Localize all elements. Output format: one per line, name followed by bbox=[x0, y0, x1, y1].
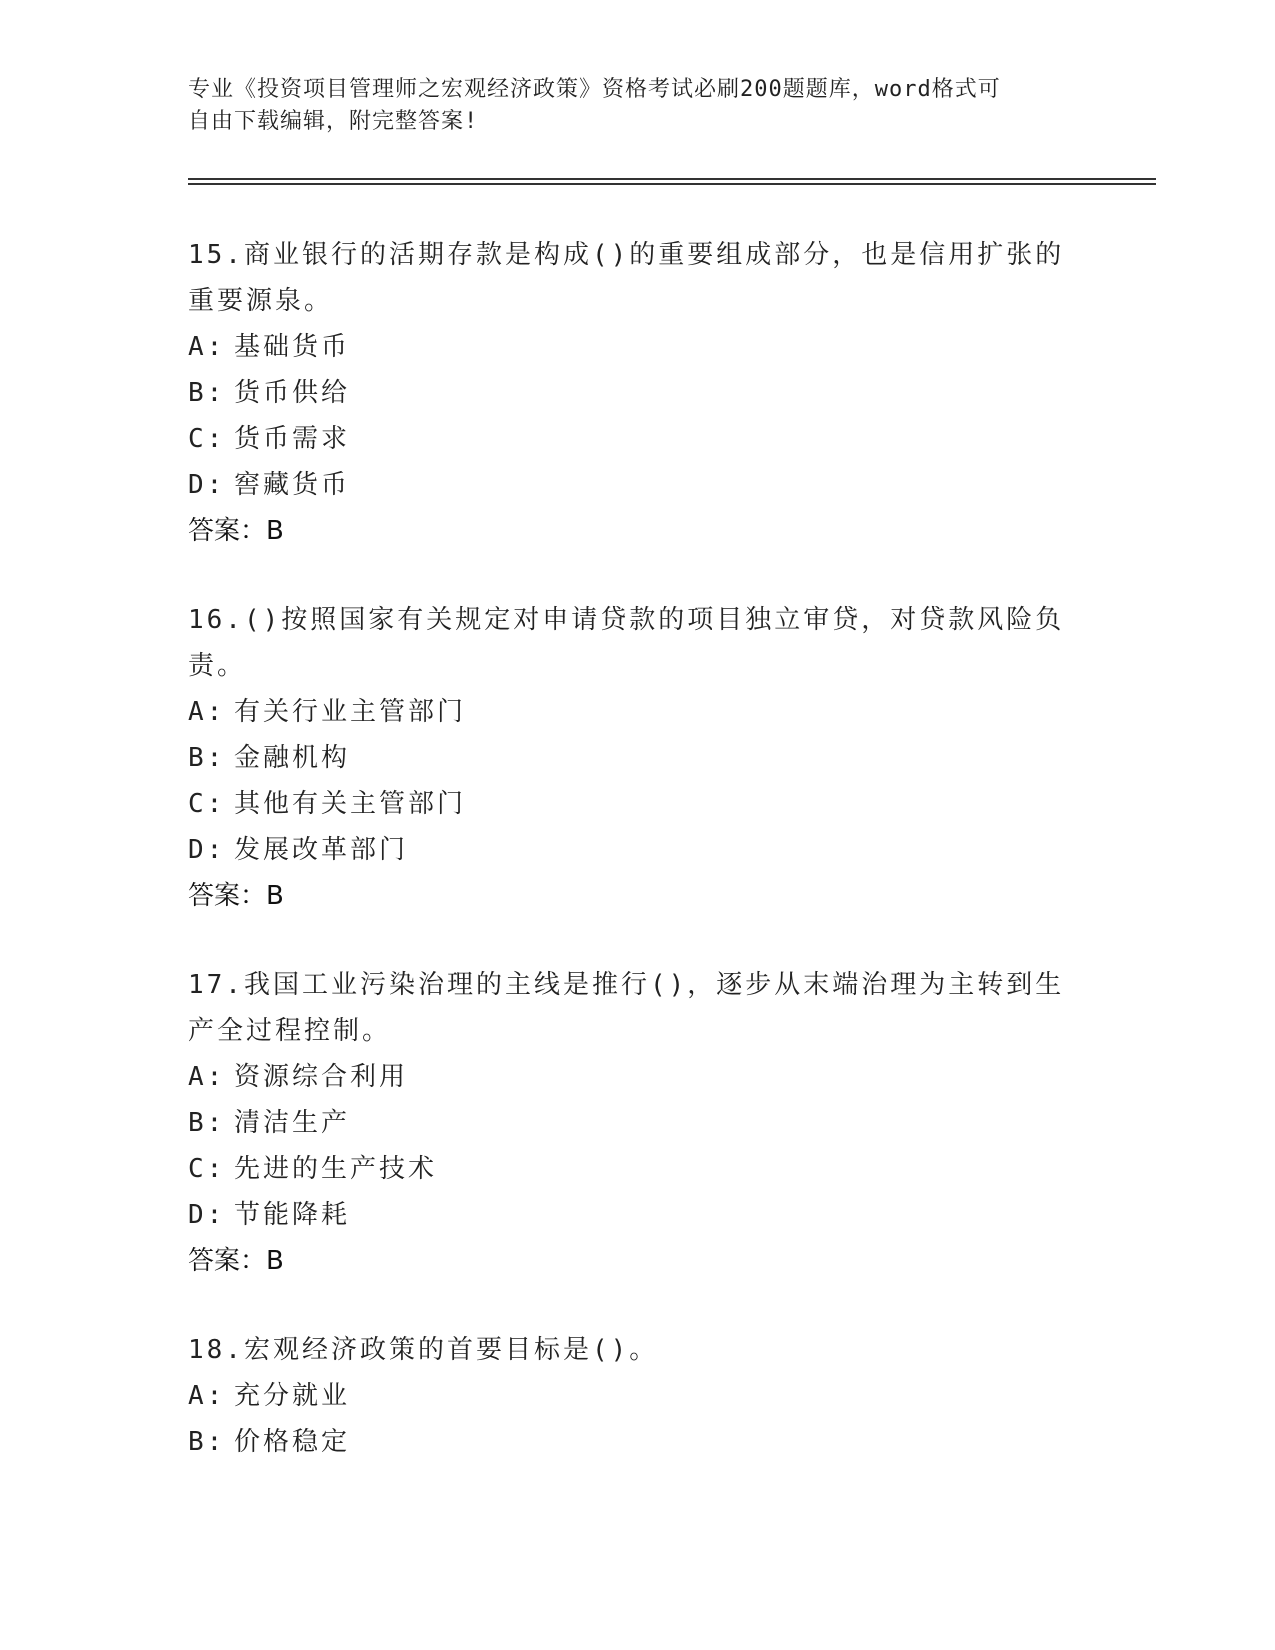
document-header bbox=[188, 74, 1068, 138]
question-stem: 18.宏观经济政策的首要目标是()。 bbox=[188, 1335, 659, 1365]
option-text: 清洁生产 bbox=[234, 1108, 351, 1138]
question-16 bbox=[188, 597, 1078, 919]
question-18 bbox=[188, 1327, 1078, 1465]
option-key: A: bbox=[188, 1381, 226, 1411]
option-key: C: bbox=[188, 789, 226, 819]
option-a bbox=[188, 1373, 1078, 1419]
option-a bbox=[188, 324, 1078, 370]
option-text: 节能降耗 bbox=[234, 1200, 351, 1230]
question-stem: 17.我国工业污染治理的主线是推行()，逐步从末端治理为主转到生产全过程控制。 bbox=[188, 970, 1065, 1046]
option-b bbox=[188, 1100, 1078, 1146]
option-d bbox=[188, 462, 1078, 508]
option-key: D: bbox=[188, 470, 226, 500]
option-text: 有关行业主管部门 bbox=[234, 697, 467, 727]
header-line-2: 自由下载编辑，附完整答案! bbox=[188, 109, 479, 134]
option-text: 价格稳定 bbox=[234, 1427, 351, 1457]
option-key: B: bbox=[188, 1108, 226, 1138]
answer-label: 答案：B bbox=[188, 1246, 284, 1276]
option-key: D: bbox=[188, 1200, 226, 1230]
option-b bbox=[188, 735, 1078, 781]
option-key: A: bbox=[188, 697, 226, 727]
option-key: C: bbox=[188, 1154, 226, 1184]
option-key: B: bbox=[188, 378, 226, 408]
answer-label: 答案：B bbox=[188, 881, 284, 911]
question-stem: 15.商业银行的活期存款是构成()的重要组成部分，也是信用扩张的重要源泉。 bbox=[188, 240, 1065, 316]
option-text: 基础货币 bbox=[234, 332, 351, 362]
option-text: 先进的生产技术 bbox=[234, 1154, 438, 1184]
question-15 bbox=[188, 232, 1078, 554]
option-c bbox=[188, 1146, 1078, 1192]
option-d bbox=[188, 827, 1078, 873]
option-key: C: bbox=[188, 424, 226, 454]
option-a bbox=[188, 689, 1078, 735]
header-divider-top bbox=[188, 178, 1156, 180]
answer-label: 答案：B bbox=[188, 516, 284, 546]
option-text: 充分就业 bbox=[234, 1381, 351, 1411]
question-17 bbox=[188, 962, 1078, 1284]
option-a bbox=[188, 1054, 1078, 1100]
option-key: D: bbox=[188, 835, 226, 865]
option-b bbox=[188, 370, 1078, 416]
option-b bbox=[188, 1419, 1078, 1465]
option-text: 金融机构 bbox=[234, 743, 351, 773]
question-stem: 16.()按照国家有关规定对申请贷款的项目独立审贷，对贷款风险负责。 bbox=[188, 605, 1065, 681]
option-c bbox=[188, 781, 1078, 827]
option-text: 其他有关主管部门 bbox=[234, 789, 467, 819]
header-line-1: 专业《投资项目管理师之宏观经济政策》资格考试必刷200题题库，word格式可 bbox=[188, 77, 1001, 102]
option-text: 资源综合利用 bbox=[234, 1062, 409, 1092]
option-text: 发展改革部门 bbox=[234, 835, 409, 865]
option-text: 货币需求 bbox=[234, 424, 351, 454]
option-key: A: bbox=[188, 1062, 226, 1092]
option-key: B: bbox=[188, 1427, 226, 1457]
option-text: 货币供给 bbox=[234, 378, 351, 408]
option-key: A: bbox=[188, 332, 226, 362]
option-key: B: bbox=[188, 743, 226, 773]
option-c bbox=[188, 416, 1078, 462]
header-divider-bottom bbox=[188, 183, 1156, 185]
option-text: 窖藏货币 bbox=[234, 470, 351, 500]
option-d bbox=[188, 1192, 1078, 1238]
